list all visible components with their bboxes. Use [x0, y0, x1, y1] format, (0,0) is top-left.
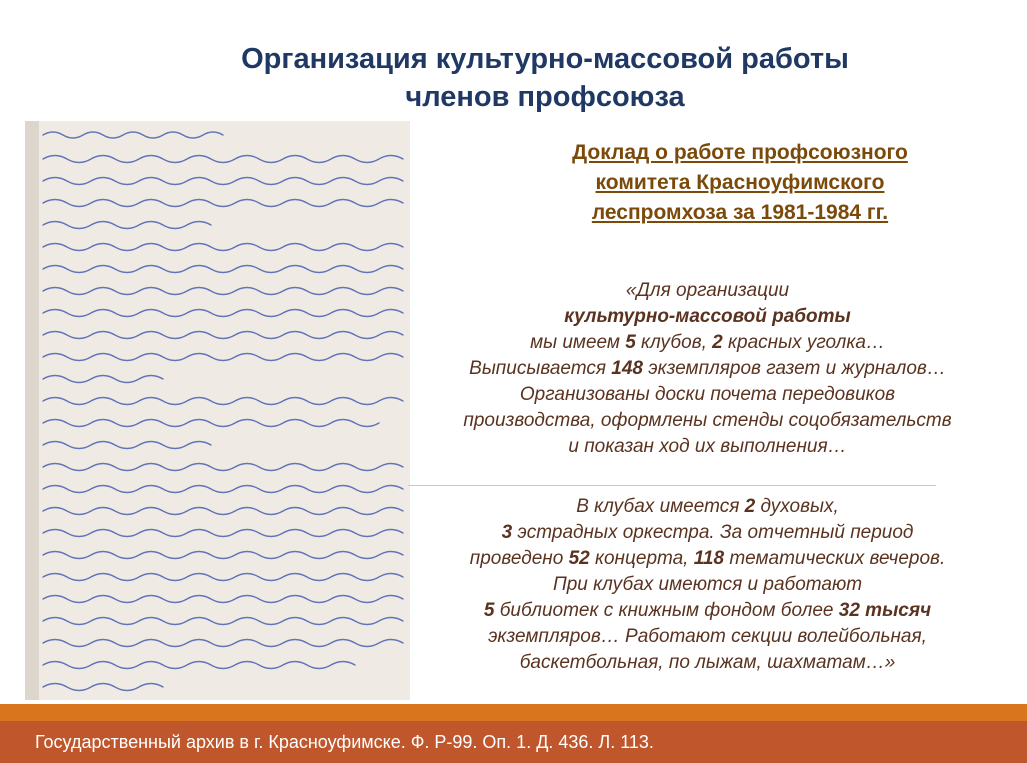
quote1-line: производства, оформлены стенды соцобязательств — [463, 410, 952, 431]
quote2-line: При клубах имеются и работают — [552, 574, 863, 595]
quote2-text: библиотек с книжным фондом более — [494, 600, 839, 621]
quote1-line — [405, 304, 1010, 330]
quote1-line — [405, 356, 1010, 382]
quote1-text: клубов, — [635, 332, 713, 353]
quote2-number: 2 — [744, 496, 756, 517]
quote-block-1 — [405, 278, 1010, 460]
quote1-number: 5 — [625, 332, 636, 353]
quote1-text: Выписывается — [469, 358, 612, 379]
quote2-text: концерта, — [589, 548, 694, 569]
report-title — [515, 138, 965, 228]
quote2-line — [405, 494, 1010, 520]
quote2-text: духовых, — [755, 496, 839, 517]
page-title — [0, 40, 1027, 116]
quote2-line: экземпляров… Работают секции волейбольная, — [488, 626, 927, 647]
quote1-line: «Для организации — [625, 280, 790, 301]
quote1-line: и показан ход их выполнения… — [568, 436, 847, 457]
page-title-line-2: членов профсоюза — [405, 81, 685, 113]
report-title-line-3: леспромхоза за 1981-1984 гг. — [591, 201, 889, 224]
quote2-line — [405, 546, 1010, 572]
footer-bar — [0, 721, 1027, 763]
divider — [408, 485, 936, 486]
handwritten-document-icon — [25, 121, 410, 700]
quote1-number: 148 — [611, 358, 643, 379]
quote2-text: проведено — [469, 548, 569, 569]
page-title-line-1: Организация культурно-массовой работы — [241, 43, 849, 75]
archive-source: Государственный архив в г. Красноуфимске. Ф. Р-99. Оп. 1. Д. 436. Л. 113. — [35, 732, 654, 752]
quote2-text: В клубах имеется — [576, 496, 745, 517]
quote2-number: 118 — [693, 548, 725, 569]
handwritten-document-scan — [25, 121, 410, 700]
quote-block-2 — [405, 494, 1010, 676]
quote1-bold: культурно-массовой работы — [564, 306, 851, 327]
quote2-text: тематических вечеров. — [724, 548, 946, 569]
quote2-text: эстрадных оркестра. За отчетный период — [512, 522, 914, 543]
quote2-number: 52 — [568, 548, 590, 569]
quote1-line — [405, 330, 1010, 356]
report-title-line-1: Доклад о работе профсоюзного — [572, 141, 908, 164]
quote1-text: мы имеем — [530, 332, 626, 353]
footer-stripe — [0, 704, 1027, 721]
quote1-text: экземпляров газет и журналов… — [642, 358, 946, 379]
quote2-line: баскетбольная, по лыжам, шахматам…» — [519, 652, 896, 673]
quote1-text: красных уголка… — [722, 332, 885, 353]
quote2-number: 5 — [483, 600, 495, 621]
quote1-number: 2 — [712, 332, 723, 353]
report-title-line-2: комитета Красноуфимского — [595, 171, 885, 194]
quote2-line — [405, 598, 1010, 624]
quote2-line — [405, 520, 1010, 546]
quote2-number: 32 тысяч — [838, 600, 932, 621]
quote1-line: Организованы доски почета передовиков — [519, 384, 896, 405]
quote2-number: 3 — [501, 522, 513, 543]
